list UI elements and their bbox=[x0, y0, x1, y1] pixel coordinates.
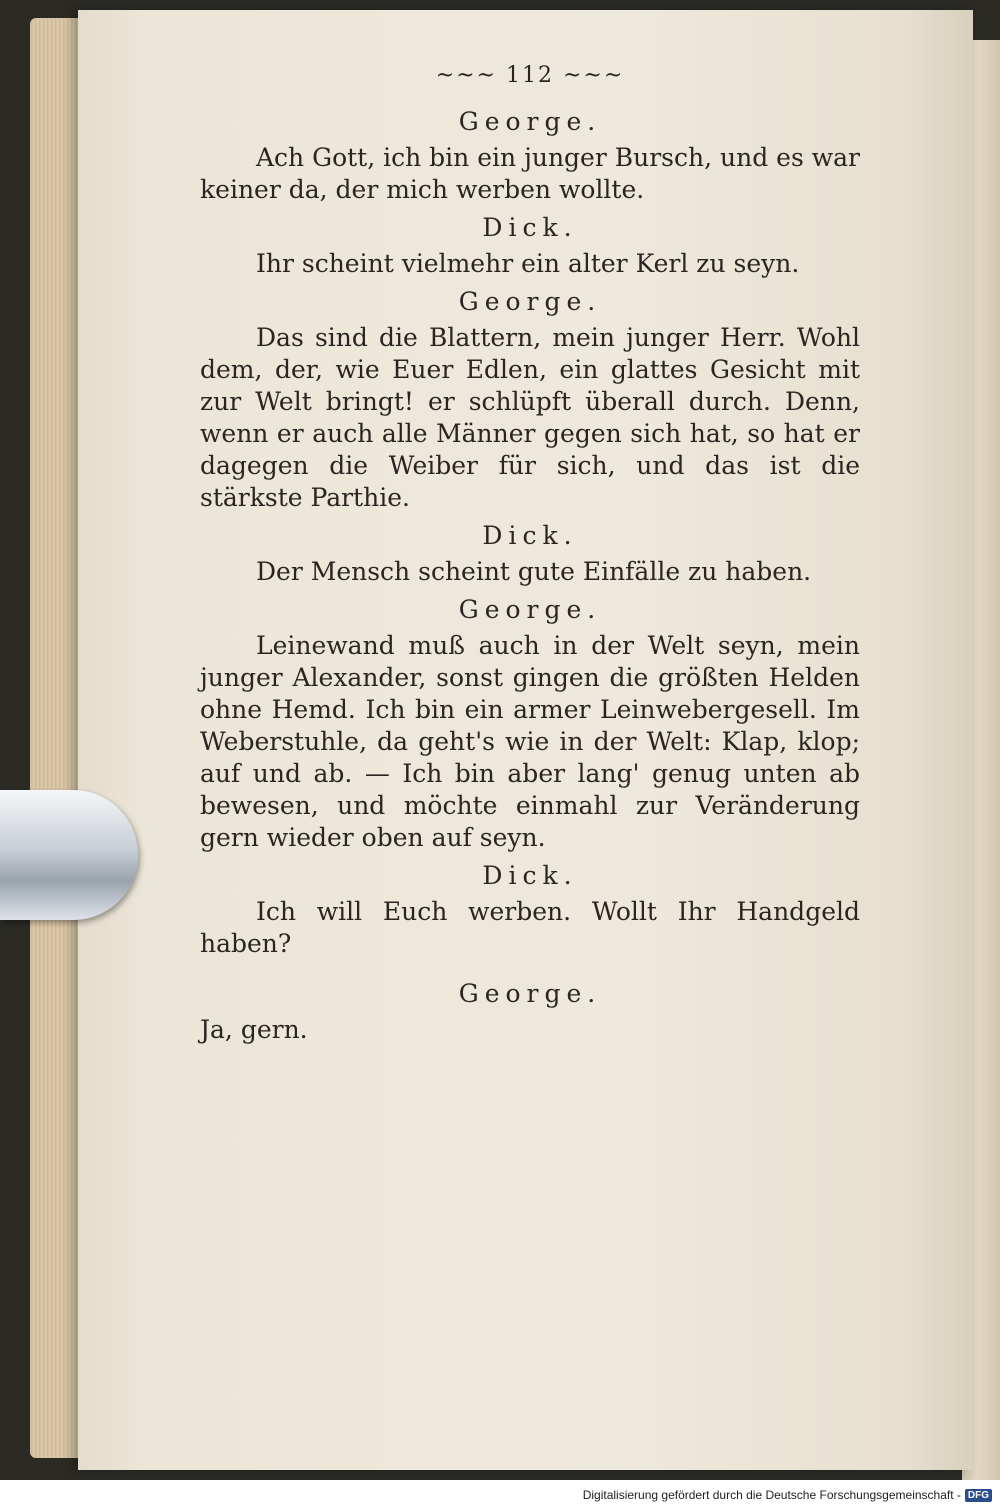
page-text bbox=[200, 60, 860, 1046]
speaker-name: George. bbox=[458, 287, 602, 316]
speech-text: Das sind die Blattern, mein junger Herr. Wohl dem, der, wie Euer Edlen, ein glattes Gesicht mit zur Welt bringt! er schlüpft überall durch. Denn, wenn er auch alle Männer gegen sich hat, so hat er dagegen die Weiber für sich, und das ist die stärkste Parthie. bbox=[200, 323, 860, 512]
page-number bbox=[200, 60, 860, 92]
dfg-logo-icon: DFG bbox=[965, 1489, 992, 1502]
speaker-name: George. bbox=[458, 979, 602, 1008]
speaker-name: George. bbox=[458, 107, 602, 136]
speaker-name: George. bbox=[458, 595, 602, 624]
page-number-ornament-left: ~~~ bbox=[435, 63, 497, 88]
page-number-value: 112 bbox=[506, 63, 554, 88]
speaker-name: Dick. bbox=[482, 861, 578, 890]
page-number-ornament-right: ~~~ bbox=[563, 63, 625, 88]
speaker-name: Dick. bbox=[482, 521, 578, 550]
speech-text: Der Mensch scheint gute Einfälle zu haben. bbox=[256, 557, 812, 586]
speech-text: Ja, gern. bbox=[200, 1015, 308, 1044]
page-clip bbox=[0, 790, 138, 920]
speech-text: Ich will Euch werben. Wollt Ihr Handgeld haben? bbox=[200, 897, 860, 958]
speech-text: Ach Gott, ich bin ein junger Bursch, und es war keiner da, der mich werben wollte. bbox=[200, 143, 860, 204]
speech-text: Ihr scheint vielmehr ein alter Kerl zu seyn. bbox=[256, 249, 800, 278]
digitization-credit bbox=[583, 1488, 992, 1502]
credit-text: Digitalisierung gefördert durch die Deutsche Forschungsgemeinschaft - bbox=[582, 1488, 961, 1502]
speaker-name: Dick. bbox=[482, 213, 578, 242]
speech-text: Leinewand muß auch in der Welt seyn, mein junger Alexander, sonst gingen die größten Helden ohne Hemd. Ich bin ein armer Leinwebergesell. Im Weberstuhle, da geht's wie in der Welt: Klap, klop; auf und ab. — Ich bin aber lang' genug unten ab bewesen, und möchte einmahl zur Veränderung gern wieder oben auf seyn. bbox=[200, 631, 860, 852]
